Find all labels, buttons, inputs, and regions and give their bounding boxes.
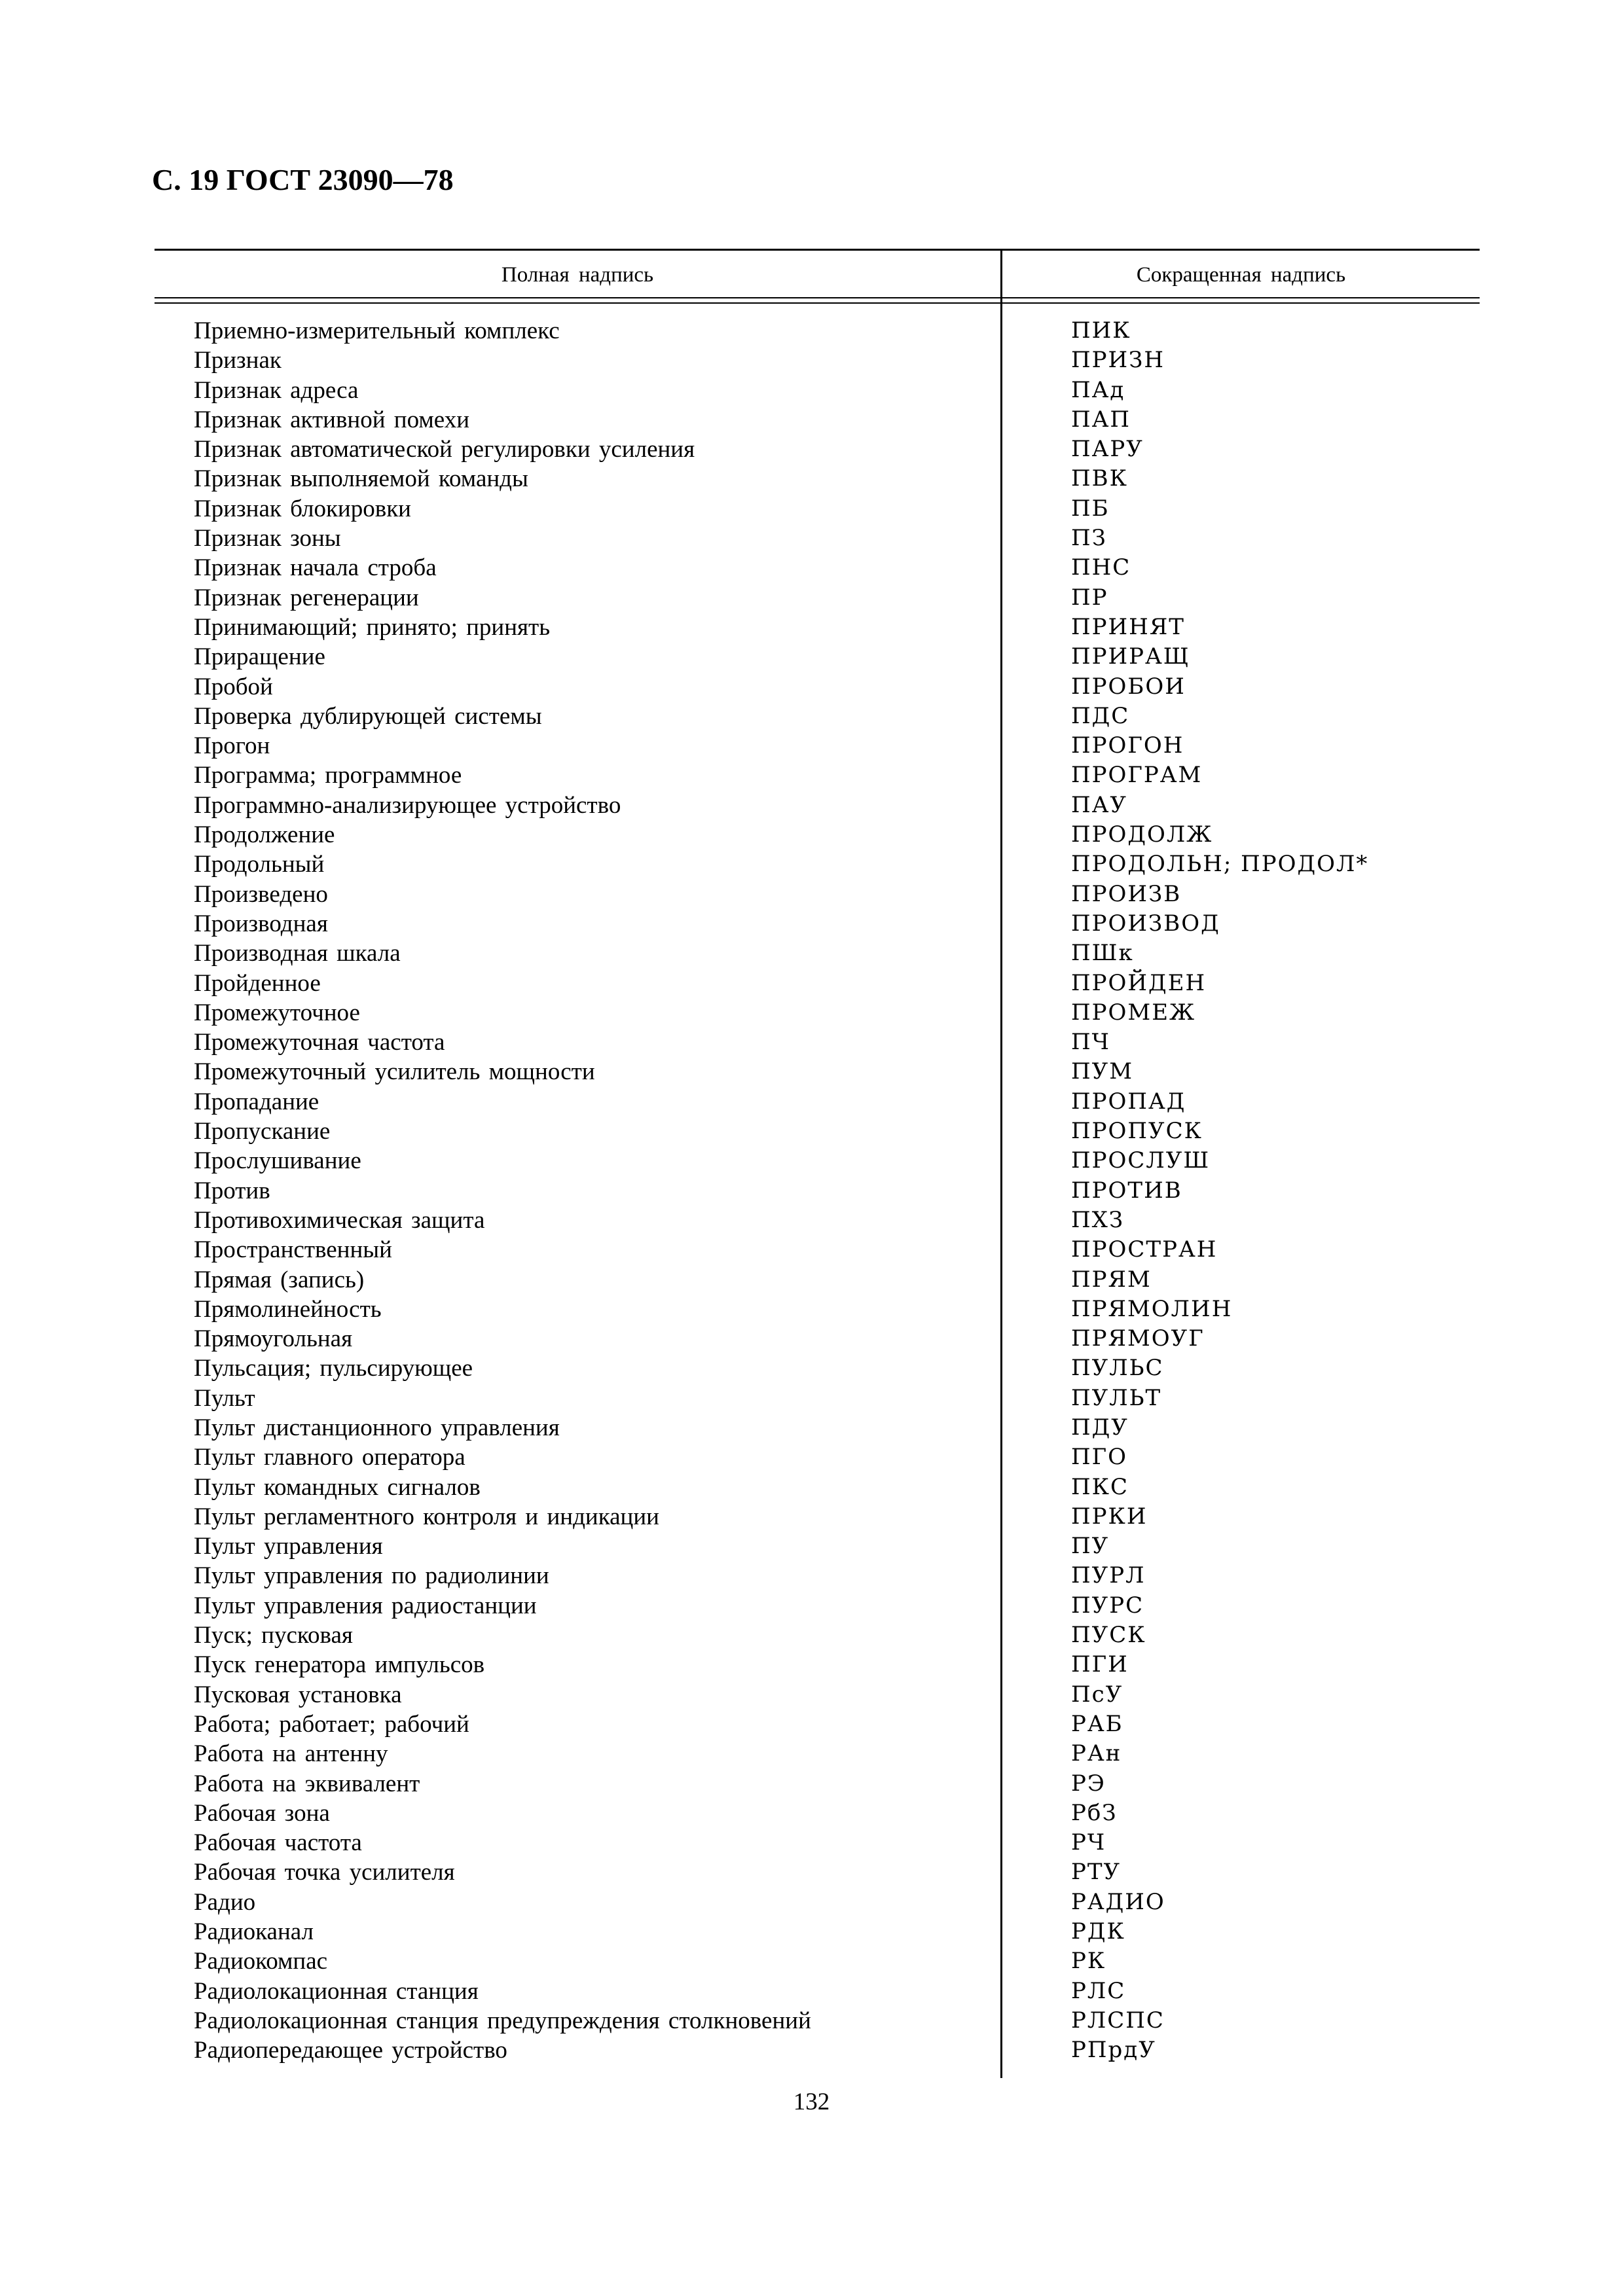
full-inscription-cell: Пропускание <box>194 1118 331 1145</box>
table-row <box>155 1857 1480 1887</box>
abbreviated-inscription-cell: ПРОПУСК <box>1071 1118 1203 1145</box>
full-inscription-cell: Против <box>194 1177 270 1204</box>
full-inscription-cell: Прямоугольная <box>194 1325 353 1353</box>
full-inscription-cell: Пуск генератора импульсов <box>194 1651 485 1679</box>
table-row <box>155 524 1480 553</box>
full-inscription-cell: Программа; программное <box>194 762 462 789</box>
abbreviated-inscription-cell: ПРОДОЛЖ <box>1071 821 1213 848</box>
abbreviated-inscription-cell: ПДУ <box>1071 1414 1129 1441</box>
full-inscription-cell: Признак активной помехи <box>194 406 470 433</box>
table-row <box>155 435 1480 464</box>
full-inscription-cell: Пространственный <box>194 1236 392 1264</box>
abbreviated-inscription-cell: ПАУ <box>1071 791 1127 818</box>
table-row <box>155 1710 1480 1739</box>
full-inscription-cell: Пусковая установка <box>194 1681 402 1708</box>
abbreviated-inscription-cell: РЛСПС <box>1071 2007 1165 2034</box>
full-inscription-cell: Приращение <box>194 643 325 671</box>
table-row <box>155 1769 1480 1799</box>
full-inscription-cell: Программно-анализирующее устройство <box>194 791 621 819</box>
table-row <box>155 1799 1480 1828</box>
full-inscription-cell: Пульт управления радиостанции <box>194 1592 537 1619</box>
table-row <box>155 909 1480 939</box>
full-inscription-cell: Признак начала строба <box>194 554 437 582</box>
table-row <box>155 1443 1480 1472</box>
abbreviated-inscription-cell: ПВК <box>1071 465 1128 492</box>
table-row <box>155 316 1480 346</box>
abbreviated-inscription-cell: ПсУ <box>1071 1681 1123 1708</box>
table-row <box>155 1295 1480 1324</box>
table-row <box>155 1473 1480 1502</box>
abbreviated-inscription-cell: ПРОЙДЕН <box>1071 969 1207 996</box>
table-row <box>155 880 1480 909</box>
table-row <box>155 1946 1480 1976</box>
abbreviated-inscription-cell: ПУЛЬС <box>1071 1355 1164 1382</box>
table-top-rule <box>155 249 1480 251</box>
abbreviated-inscription-cell: ПРОПАД <box>1071 1088 1186 1115</box>
full-inscription-cell: Радио <box>194 1888 256 1916</box>
abbreviated-inscription-cell: ПХЗ <box>1071 1206 1125 1233</box>
table-row <box>155 1117 1480 1146</box>
table-row <box>155 346 1480 375</box>
abbreviated-inscription-cell: ПКС <box>1071 1473 1129 1500</box>
abbreviated-inscription-cell: ПРКИ <box>1071 1503 1148 1530</box>
abbreviated-inscription-cell: ПГО <box>1071 1444 1128 1471</box>
abbreviated-inscription-cell: ПУРС <box>1071 1592 1144 1619</box>
abbreviated-inscription-cell: ПЗ <box>1071 525 1107 552</box>
abbreviated-inscription-cell: ПРЯМОЛИН <box>1071 1295 1233 1322</box>
table-row <box>155 1680 1480 1710</box>
abbreviated-inscription-cell: ПИК <box>1071 317 1131 344</box>
abbreviated-inscription-cell: ПРОИЗВ <box>1071 880 1182 907</box>
full-inscription-cell: Пульт дистанционного управления <box>194 1414 560 1441</box>
abbreviated-inscription-cell: РЛС <box>1071 1977 1126 2004</box>
table-row <box>155 1561 1480 1590</box>
table-row <box>155 1146 1480 1175</box>
abbreviated-inscription-cell: ПАП <box>1071 406 1131 433</box>
full-inscription-cell: Пульт управления по радиолинии <box>194 1562 549 1590</box>
table-row <box>155 1977 1480 2006</box>
full-inscription-cell: Признак регенерации <box>194 584 419 611</box>
abbreviated-inscription-cell: ПРОСТРАН <box>1071 1236 1218 1263</box>
table-row <box>155 2006 1480 2036</box>
full-inscription-cell: Работа на эквивалент <box>194 1770 420 1797</box>
column-header-full: Полная надпись <box>501 263 654 287</box>
full-inscription-cell: Прогон <box>194 732 270 760</box>
full-inscription-cell: Пульт <box>194 1384 255 1412</box>
abbreviated-inscription-cell: ПРОГОН <box>1071 732 1184 759</box>
table-row <box>155 1028 1480 1057</box>
abbreviated-inscription-cell: РЭ <box>1071 1770 1106 1797</box>
abbreviated-inscription-cell: ПРОГРАМ <box>1071 762 1203 789</box>
full-inscription-cell: Пульт главного оператора <box>194 1444 465 1471</box>
table-row <box>155 1502 1480 1532</box>
table-row <box>155 672 1480 702</box>
abbreviated-inscription-cell: ПР <box>1071 584 1108 611</box>
table-row <box>155 850 1480 879</box>
header-double-rule-lower <box>155 302 1480 304</box>
abbreviated-inscription-cell: ПРОМЕЖ <box>1071 999 1196 1026</box>
full-inscription-cell: Радиолокационная станция <box>194 1977 479 2005</box>
abbreviated-inscription-cell: ПРОТИВ <box>1071 1177 1182 1204</box>
table-row <box>155 642 1480 672</box>
full-inscription-cell: Приемно-измерительный комплекс <box>194 317 560 344</box>
column-header-abbreviation: Сокращенная надпись <box>1136 263 1346 287</box>
abbreviated-inscription-cell: ПРИЗН <box>1071 347 1165 374</box>
abbreviated-inscription-cell: ПРОСЛУШ <box>1071 1147 1211 1174</box>
full-inscription-cell: Промежуточная частота <box>194 1029 445 1056</box>
full-inscription-cell: Пуск; пусковая <box>194 1622 353 1649</box>
abbreviated-inscription-cell: ПАд <box>1071 376 1125 403</box>
abbreviated-inscription-cell: РПрдУ <box>1071 2037 1156 2064</box>
table-row <box>155 761 1480 790</box>
table-row <box>155 1176 1480 1206</box>
table-row <box>155 1087 1480 1117</box>
full-inscription-cell: Принимающий; принято; принять <box>194 613 551 641</box>
table-row <box>155 1413 1480 1443</box>
abbreviated-inscription-cell: ПУ <box>1071 1533 1110 1560</box>
table-row <box>155 1384 1480 1413</box>
full-inscription-cell: Радиолокационная станция предупреждения столкновений <box>194 2007 811 2034</box>
table-row <box>155 1354 1480 1383</box>
table-row <box>155 1265 1480 1295</box>
table-row <box>155 2036 1480 2065</box>
abbreviated-inscription-cell: ПУРЛ <box>1071 1562 1146 1589</box>
abbreviated-inscription-cell: РТУ <box>1071 1859 1122 1886</box>
full-inscription-cell: Производная <box>194 910 328 937</box>
table-row <box>155 1621 1480 1650</box>
table-row <box>155 939 1480 968</box>
abbreviated-inscription-cell: ПУМ <box>1071 1058 1134 1085</box>
abbreviated-inscription-cell: ПУСК <box>1071 1622 1146 1649</box>
table-row <box>155 1057 1480 1086</box>
full-inscription-cell: Пройденное <box>194 969 321 997</box>
table-row <box>155 1235 1480 1265</box>
full-inscription-cell: Промежуточное <box>194 999 360 1026</box>
abbreviated-inscription-cell: ПРОБОИ <box>1071 673 1186 700</box>
full-inscription-cell: Продолжение <box>194 821 335 849</box>
table-row <box>155 791 1480 820</box>
full-inscription-cell: Прямая (запись) <box>194 1266 365 1293</box>
abbreviated-inscription-cell: ПШк <box>1071 940 1134 967</box>
full-inscription-cell: Прямолинейность <box>194 1295 382 1323</box>
full-inscription-cell: Признак адреса <box>194 376 359 404</box>
abbreviated-inscription-cell: РАДИО <box>1071 1888 1165 1915</box>
table-row <box>155 731 1480 761</box>
table-row <box>155 969 1480 998</box>
full-inscription-cell: Пульт командных сигналов <box>194 1473 481 1501</box>
full-inscription-cell: Рабочая частота <box>194 1829 362 1857</box>
full-inscription-cell: Работа на антенну <box>194 1740 388 1768</box>
page-header: С. 19 ГОСТ 23090—78 <box>152 163 454 196</box>
abbreviated-inscription-cell: ПГИ <box>1071 1651 1129 1678</box>
table-row <box>155 1591 1480 1621</box>
full-inscription-cell: Пульсация; пульсирующее <box>194 1355 473 1382</box>
abbreviated-inscription-cell: ПРЯМОУГ <box>1071 1325 1205 1352</box>
abbreviated-inscription-cell: ПАРУ <box>1071 436 1144 463</box>
table-row <box>155 1739 1480 1768</box>
table-row <box>155 998 1480 1028</box>
table-row <box>155 702 1480 731</box>
table-row <box>155 1888 1480 1917</box>
full-inscription-cell: Проверка дублирующей системы <box>194 702 542 730</box>
full-inscription-cell: Произведено <box>194 880 328 908</box>
full-inscription-cell: Признак выполняемой команды <box>194 465 528 493</box>
full-inscription-cell: Прослушивание <box>194 1147 361 1175</box>
abbreviated-inscription-cell: ПНС <box>1071 554 1131 581</box>
full-inscription-cell: Пробой <box>194 673 273 700</box>
full-inscription-cell: Противохимическая защита <box>194 1206 485 1234</box>
full-inscription-cell: Признак автоматической регулировки усиления <box>194 436 695 463</box>
abbreviated-inscription-cell: ПРОДОЛЬН; ПРОДОЛ* <box>1071 851 1369 878</box>
full-inscription-cell: Работа; работает; рабочий <box>194 1710 469 1738</box>
abbreviated-inscription-cell: ПРИНЯТ <box>1071 613 1185 640</box>
abbreviated-inscription-cell: РДК <box>1071 1918 1125 1945</box>
table-row <box>155 1206 1480 1235</box>
abbreviated-inscription-cell: ПДС <box>1071 702 1130 729</box>
abbreviated-inscription-cell: ПБ <box>1071 495 1110 522</box>
full-inscription-cell: Признак зоны <box>194 525 341 552</box>
abbreviation-table <box>155 249 1480 2078</box>
abbreviated-inscription-cell: РбЗ <box>1071 1799 1118 1826</box>
table-row <box>155 464 1480 493</box>
full-inscription-cell: Рабочая точка усилителя <box>194 1859 455 1886</box>
abbreviated-inscription-cell: ПРИРАЩ <box>1071 643 1190 670</box>
page-number: 132 <box>793 2089 830 2115</box>
full-inscription-cell: Радиопередающее устройство <box>194 2037 507 2064</box>
abbreviated-inscription-cell: РЧ <box>1071 1829 1106 1856</box>
full-inscription-cell: Пульт регламентного контроля и индикации <box>194 1503 659 1530</box>
header-double-rule-upper <box>155 297 1480 298</box>
table-row <box>155 1917 1480 1946</box>
full-inscription-cell: Продольный <box>194 851 325 878</box>
table-row <box>155 376 1480 405</box>
full-inscription-cell: Пропадание <box>194 1088 319 1115</box>
abbreviated-inscription-cell: ПРОИЗВОД <box>1071 910 1220 937</box>
full-inscription-cell: Признак <box>194 347 282 374</box>
full-inscription-cell: Промежуточный усилитель мощности <box>194 1058 595 1086</box>
abbreviated-inscription-cell: ПРЯМ <box>1071 1266 1152 1293</box>
table-row <box>155 1828 1480 1857</box>
table-row <box>155 613 1480 642</box>
full-inscription-cell: Производная шкала <box>194 940 401 967</box>
full-inscription-cell: Признак блокировки <box>194 495 411 522</box>
table-row <box>155 1532 1480 1561</box>
table-row <box>155 494 1480 524</box>
abbreviated-inscription-cell: РАБ <box>1071 1710 1123 1737</box>
full-inscription-cell: Пульт управления <box>194 1533 383 1560</box>
abbreviated-inscription-cell: РАн <box>1071 1740 1122 1767</box>
table-row <box>155 1324 1480 1354</box>
full-inscription-cell: Рабочая зона <box>194 1799 330 1827</box>
abbreviated-inscription-cell: ПЧ <box>1071 1029 1110 1056</box>
table-row <box>155 553 1480 583</box>
full-inscription-cell: Радиокомпас <box>194 1948 328 1975</box>
abbreviated-inscription-cell: ПУЛЬТ <box>1071 1384 1162 1411</box>
table-body <box>155 316 1480 2066</box>
abbreviated-inscription-cell: РК <box>1071 1948 1106 1975</box>
table-row <box>155 405 1480 435</box>
table-row <box>155 583 1480 613</box>
table-row <box>155 1650 1480 1679</box>
table-row <box>155 820 1480 850</box>
full-inscription-cell: Радиоканал <box>194 1918 314 1946</box>
